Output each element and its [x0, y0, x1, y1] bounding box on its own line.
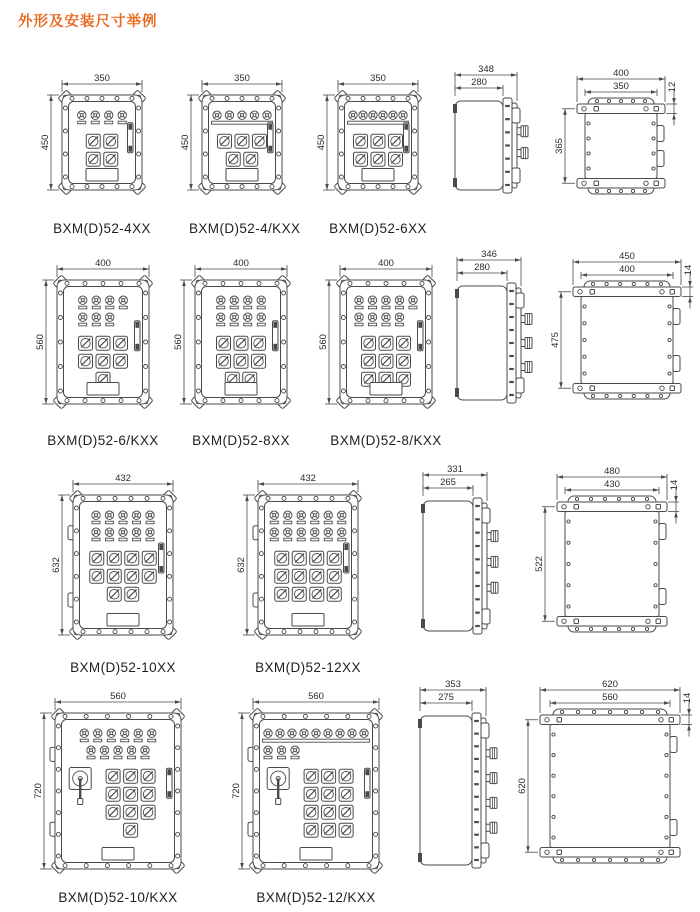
back-view-drawing [533, 466, 684, 642]
rotary-switch-icon [217, 354, 231, 368]
svg-text:14: 14 [683, 264, 694, 276]
svg-text:346: 346 [481, 249, 497, 261]
rotary-switch-icon [354, 134, 368, 148]
door-handle-icon [159, 543, 165, 573]
svg-text:400: 400 [619, 264, 635, 276]
side-view-drawing [450, 64, 532, 201]
svg-text:350: 350 [94, 73, 110, 85]
door-handle-icon [344, 543, 350, 573]
rotary-switch-icon [362, 336, 376, 350]
model-label: BXM(D)52-4/KXX [189, 221, 301, 236]
rotary-switch-icon [252, 336, 266, 350]
rotary-switch-icon [104, 134, 118, 148]
door-handle-icon [268, 123, 274, 153]
nameplate [362, 169, 394, 182]
rotary-switch-icon [124, 769, 138, 783]
rotary-switch-icon [397, 354, 411, 368]
rotary-switch-icon [86, 134, 100, 148]
rotary-switch-icon [397, 336, 411, 350]
svg-text:432: 432 [115, 473, 131, 485]
front-view-drawing [227, 687, 392, 880]
rotary-switch-icon [96, 336, 110, 350]
svg-text:348: 348 [478, 64, 494, 76]
rotary-switch-icon [339, 823, 353, 837]
front-view-drawing [312, 69, 431, 201]
front-view-drawing [232, 469, 371, 646]
rotary-switch-icon [226, 152, 240, 166]
model-drawing-cell [176, 69, 300, 236]
rotary-switch-icon [141, 787, 155, 801]
rotary-switch-icon [339, 787, 353, 801]
cable-gland-icon [517, 126, 528, 137]
svg-text:14: 14 [682, 692, 693, 704]
rotary-switch-icon [124, 805, 138, 819]
back-view-drawing [549, 251, 698, 409]
rotary-switch-icon [114, 336, 128, 350]
mounting-bracket [573, 287, 681, 297]
rotary-switch-icon [310, 569, 324, 583]
svg-text:265: 265 [440, 477, 456, 489]
model-label: BXM(D)52-10/KXX [58, 890, 178, 905]
nameplate [225, 383, 257, 396]
rotary-switch-icon [339, 805, 353, 819]
cable-gland-icon [487, 531, 498, 542]
svg-text:400: 400 [378, 258, 394, 270]
nameplate [87, 383, 119, 396]
rotary-switch-icon [362, 354, 376, 368]
rotary-switch-icon [292, 587, 306, 601]
cable-gland-icon [521, 338, 532, 349]
rotary-switch-icon [234, 354, 248, 368]
svg-text:12: 12 [667, 81, 678, 93]
model-label: BXM(D)52-6/KXX [47, 433, 159, 448]
side-view-cell [452, 249, 536, 411]
model-label: BXM(D)52-10XX [70, 660, 176, 675]
rotary-switch-icon [371, 134, 385, 148]
rotary-switch-icon [107, 569, 121, 583]
mounting-bracket [577, 179, 665, 189]
svg-text:430: 430 [604, 479, 620, 491]
door-handle-icon [404, 123, 410, 153]
rotary-switch-icon [141, 805, 155, 819]
door-handle-icon [365, 768, 371, 798]
model-label: BXM(D)52-12XX [255, 660, 361, 675]
rotary-switch-icon [322, 823, 336, 837]
svg-text:560: 560 [35, 334, 47, 350]
rotary-switch-icon [124, 823, 138, 837]
front-view-drawing [29, 687, 194, 880]
rotary-switch-icon [322, 769, 336, 783]
rotary-switch-icon [90, 551, 104, 565]
front-view-drawing [176, 69, 295, 201]
rotary-switch-icon [106, 769, 120, 783]
back-view-cell [516, 679, 697, 873]
rotary-switch-icon [253, 134, 267, 148]
cable-gland-icon [521, 362, 532, 373]
rotary-switch-icon [275, 569, 289, 583]
rotary-switch-icon [141, 769, 155, 783]
rotary-switch-icon [304, 823, 318, 837]
model-label: BXM(D)52-4XX [53, 221, 151, 236]
rotary-switch-icon [86, 152, 100, 166]
rotary-switch-icon [304, 805, 318, 819]
rotary-switch-icon [292, 569, 306, 583]
svg-text:450: 450 [316, 134, 328, 151]
rotary-switch-icon [106, 787, 120, 801]
rotary-switch-icon [125, 569, 139, 583]
rotary-switch-icon [327, 569, 341, 583]
rotary-switch-icon [125, 551, 139, 565]
rotary-switch-icon [322, 787, 336, 801]
cable-gland-icon [486, 797, 497, 808]
nameplate [107, 614, 139, 627]
model-drawing-cell [29, 687, 194, 905]
svg-text:720: 720 [231, 783, 243, 799]
rotary-switch-icon [107, 551, 121, 565]
back-view-cell [549, 251, 698, 409]
rotary-switch-icon [371, 152, 385, 166]
back-view-cell [533, 466, 684, 642]
rotary-switch-icon [389, 152, 403, 166]
rotary-switch-icon [90, 569, 104, 583]
rotary-switch-icon [106, 805, 120, 819]
model-drawing-cell [227, 687, 392, 905]
svg-text:275: 275 [438, 692, 454, 704]
rotary-switch-icon [79, 336, 93, 350]
rotary-switch-icon [304, 787, 318, 801]
cable-gland-icon [521, 314, 532, 325]
page-title: 外形及安装尺寸举例 [18, 14, 158, 30]
rotary-switch-icon [244, 152, 258, 166]
model-label: BXM(D)52-8XX [192, 433, 290, 448]
svg-text:480: 480 [604, 466, 620, 478]
svg-text:720: 720 [33, 783, 45, 799]
front-view-drawing [314, 254, 445, 415]
rotary-switch-icon [104, 152, 118, 166]
cable-gland-icon [487, 556, 498, 567]
model-label: BXM(D)52-6XX [329, 221, 427, 236]
rotary-switch-icon [354, 152, 368, 166]
svg-text:560: 560 [308, 691, 324, 703]
front-view-drawing [31, 254, 162, 415]
mounting-bracket [577, 104, 665, 114]
rotary-switch-icon [322, 805, 336, 819]
rotary-switch-icon [292, 551, 306, 565]
rotary-switch-icon [107, 587, 121, 601]
rotary-switch-icon [114, 354, 128, 368]
rotary-switch-icon [379, 336, 393, 350]
rotary-switch-icon [79, 354, 93, 368]
model-drawing-cell [31, 254, 162, 448]
svg-text:365: 365 [554, 138, 566, 154]
svg-text:560: 560 [173, 334, 185, 350]
svg-text:475: 475 [550, 332, 562, 348]
svg-text:350: 350 [370, 73, 386, 85]
model-drawing-cell [36, 69, 155, 236]
cable-gland-icon [486, 773, 497, 784]
nameplate [292, 614, 324, 627]
svg-text:620: 620 [517, 778, 529, 794]
rotary-switch-icon [304, 769, 318, 783]
svg-text:331: 331 [447, 464, 463, 476]
svg-text:450: 450 [180, 134, 192, 151]
rotary-switch-icon [125, 587, 139, 601]
front-view-drawing [47, 469, 186, 646]
rotary-switch-icon [275, 587, 289, 601]
model-drawing-cell [232, 469, 371, 675]
mounting-bracket [573, 384, 681, 394]
rotary-switch-icon [327, 551, 341, 565]
svg-text:350: 350 [613, 81, 629, 93]
door-handle-icon [167, 768, 173, 798]
model-drawing-cell [314, 254, 445, 448]
model-label: BXM(D)52-12/KXX [256, 890, 376, 905]
svg-text:632: 632 [51, 557, 63, 573]
door-handle-icon [128, 123, 134, 153]
rotary-switch-icon [275, 551, 289, 565]
front-view-drawing [36, 69, 155, 201]
nameplate [300, 848, 332, 861]
svg-text:400: 400 [233, 258, 249, 270]
side-view-cell [450, 64, 532, 201]
nameplate [86, 169, 118, 182]
side-view-drawing [418, 464, 502, 642]
svg-text:522: 522 [534, 556, 546, 572]
side-view-drawing [415, 679, 501, 876]
rotary-switch-icon [379, 354, 393, 368]
rotary-switch-icon [327, 587, 341, 601]
nameplate [102, 848, 134, 861]
side-view-drawing [452, 249, 536, 411]
svg-text:620: 620 [602, 679, 618, 691]
svg-text:353: 353 [445, 679, 461, 691]
cable-gland-icon [517, 148, 528, 159]
svg-text:450: 450 [40, 134, 52, 151]
door-handle-icon [273, 321, 279, 351]
svg-text:400: 400 [613, 68, 629, 80]
svg-text:560: 560 [602, 692, 618, 704]
rotary-switch-icon [339, 769, 353, 783]
rotary-switch-icon [310, 551, 324, 565]
svg-text:632: 632 [236, 557, 248, 573]
nameplate [370, 383, 402, 396]
model-drawing-cell [169, 254, 300, 448]
rotary-switch-icon [235, 134, 249, 148]
svg-text:400: 400 [95, 258, 111, 270]
rotary-switch-icon [142, 569, 156, 583]
model-label: BXM(D)52-8/KXX [330, 433, 442, 448]
door-handle-icon [135, 321, 141, 351]
svg-text:14: 14 [669, 479, 680, 491]
rotary-switch-icon [217, 336, 231, 350]
back-view-drawing [553, 68, 682, 204]
back-view-drawing [516, 679, 697, 873]
svg-text:350: 350 [234, 73, 250, 85]
rotary-switch-icon [218, 134, 232, 148]
svg-text:280: 280 [471, 77, 487, 89]
nameplate [226, 169, 258, 182]
door-handle-icon [418, 321, 424, 351]
svg-text:450: 450 [619, 251, 635, 263]
model-drawing-cell [47, 469, 186, 675]
cable-gland-icon [487, 582, 498, 593]
rotary-switch-icon [234, 336, 248, 350]
svg-text:560: 560 [318, 334, 330, 350]
rotary-switch-icon [310, 587, 324, 601]
svg-text:560: 560 [110, 691, 126, 703]
svg-text:280: 280 [474, 262, 490, 274]
front-view-drawing [169, 254, 300, 415]
side-view-cell [418, 464, 502, 642]
rotary-switch-icon [389, 134, 403, 148]
cable-gland-icon [486, 822, 497, 833]
side-view-cell [415, 679, 501, 876]
back-view-cell [553, 68, 682, 204]
rotary-switch-icon [142, 551, 156, 565]
model-drawing-cell [312, 69, 431, 236]
svg-text:432: 432 [300, 473, 316, 485]
rotary-switch-icon [252, 354, 266, 368]
cable-gland-icon [486, 748, 497, 759]
rotary-switch-icon [96, 354, 110, 368]
rotary-switch-icon [124, 787, 138, 801]
